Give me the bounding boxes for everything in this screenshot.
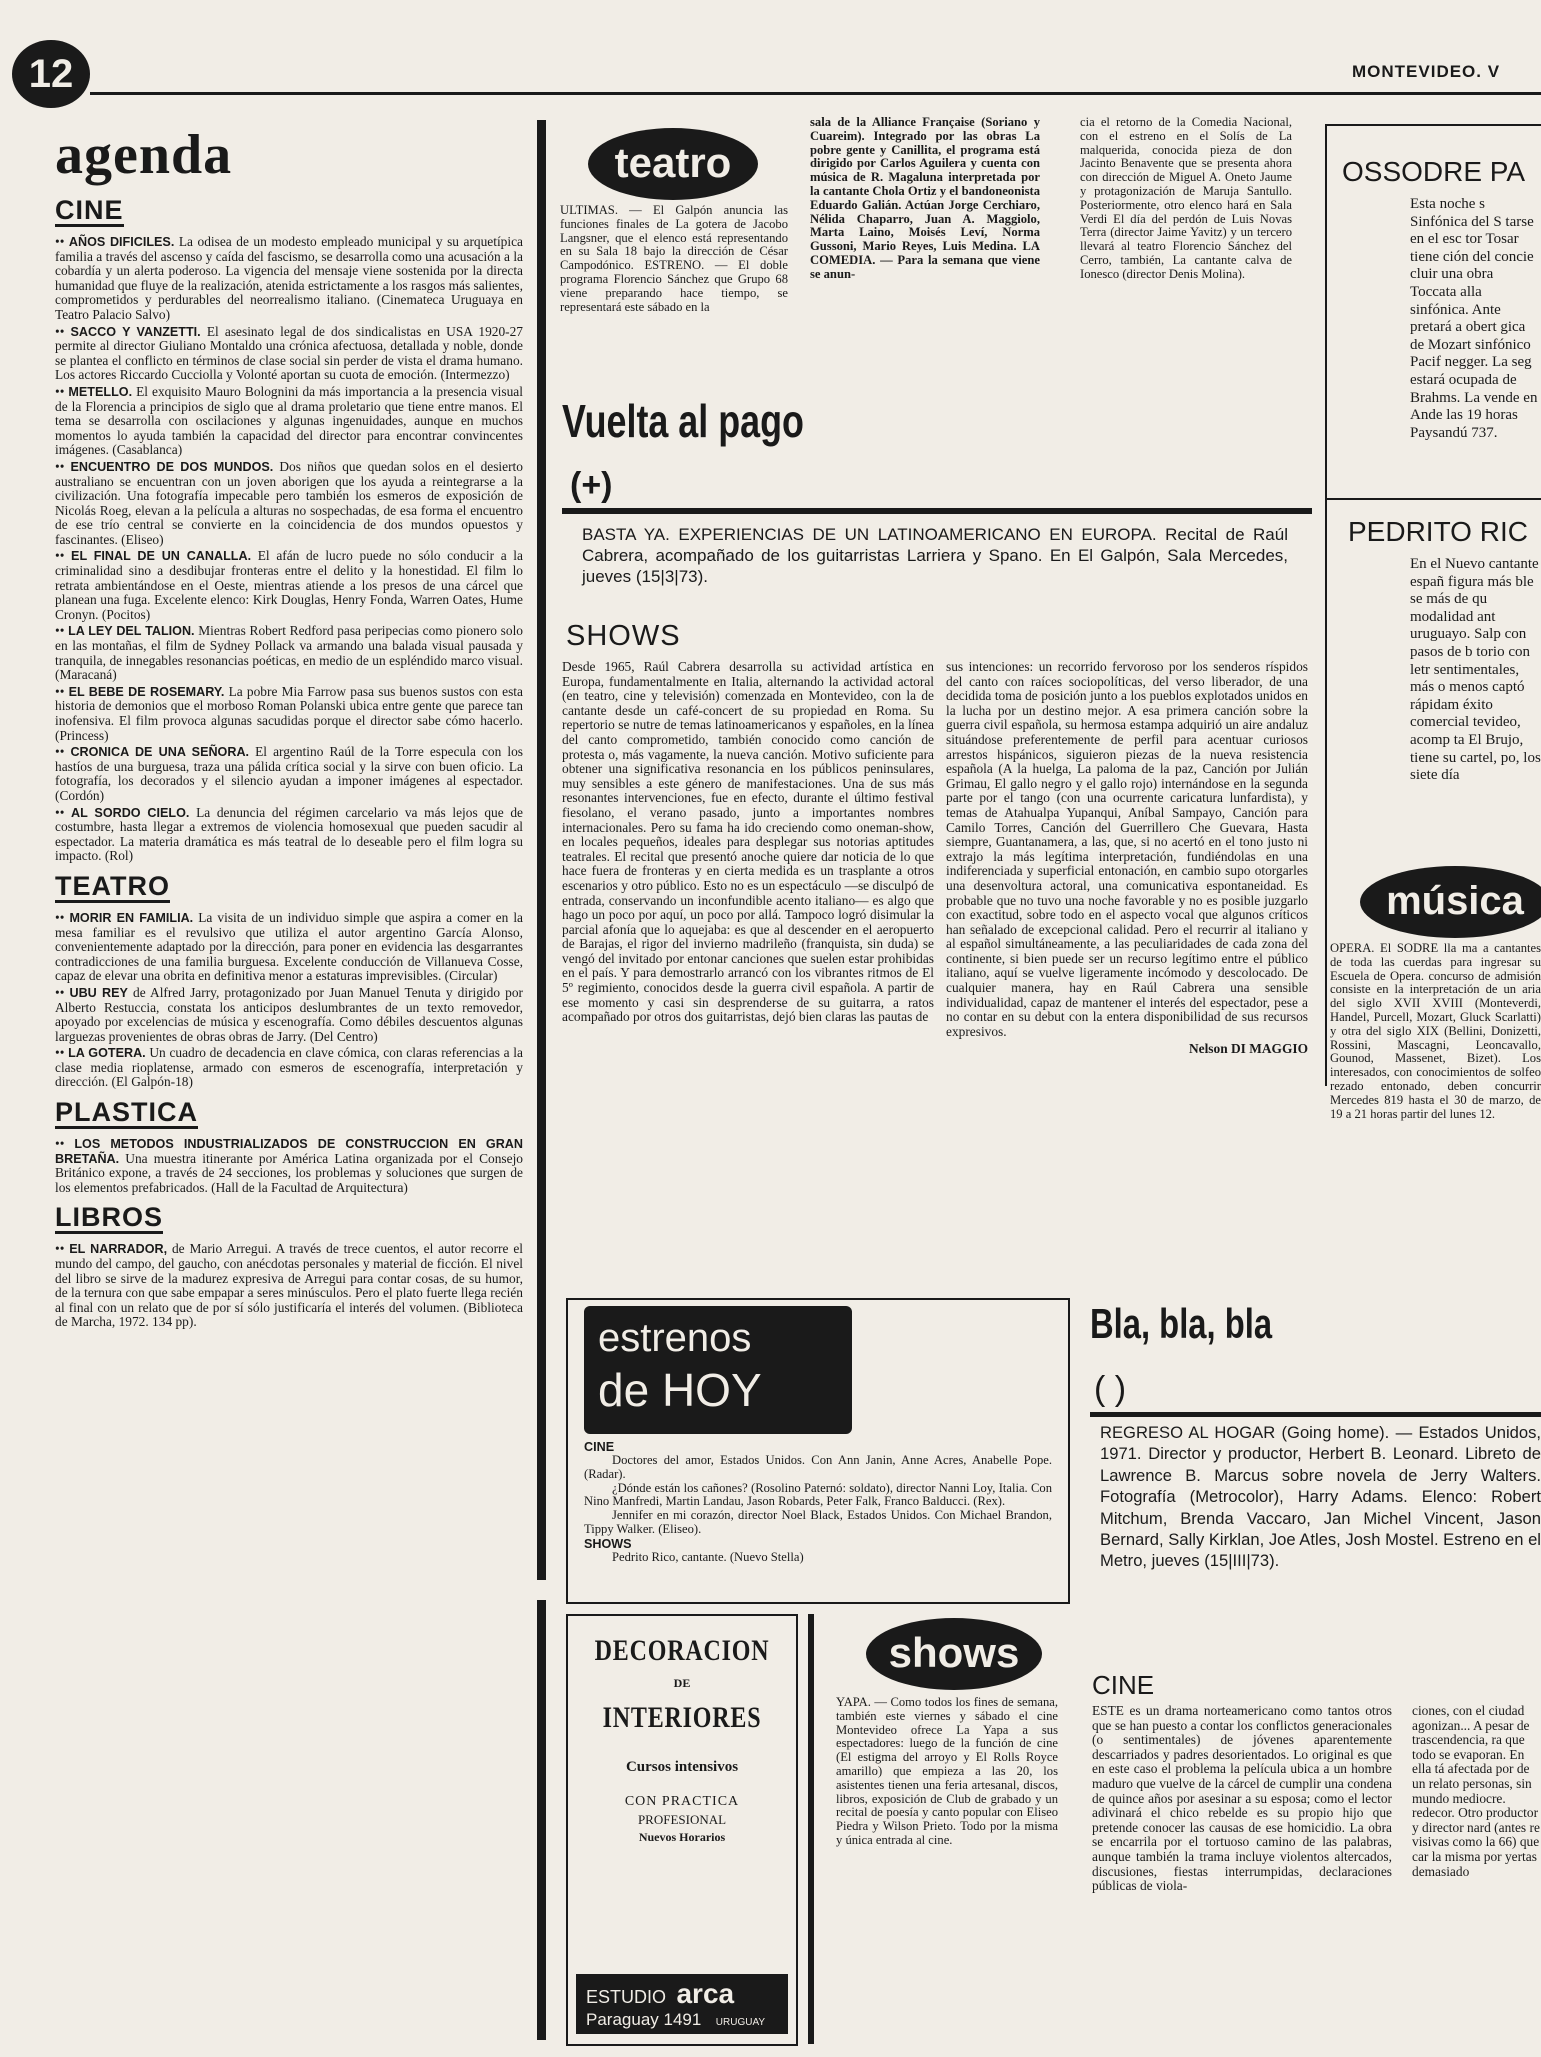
ossodre-text [1410, 196, 1541, 442]
teatro-logo-text: teatro [614, 139, 732, 186]
plastica-section [55, 1098, 523, 1195]
teatro-news-text-2: sala de la Alliance Française (Soriano y Cuareim). Integrado por las obras La pobre gente y Canillita, el programa está dirigido por Carlos Aguilera y cuenta con música de R. Magaluna interpretada por la cantante Chola Ortiz y el bandoneonista Eduardo Galián. Actúan Jorge Cerchiaro, Nélida Chaparro, Juan A. Maggiolo, Marta Laino, Moisés Leví, Norma Gussoni, Mario Reyes, Luis Medina. LA COMEDIA. — Para la semana que viene se anun- [810, 115, 1040, 281]
ossodre-title: OSSODRE PA [1342, 156, 1526, 187]
agenda-list-item [55, 986, 523, 1044]
vuelta-title [562, 396, 872, 447]
column-divider-bar-lower [537, 1600, 546, 2040]
teatro-section [55, 872, 523, 1090]
musica-logo [1360, 866, 1541, 938]
agenda-item-body: El exquisito Mauro Bolognini da más importancia a la presencia visual de la Florencia a principios de siglo que al drama proletario que tiene entre manos. El tema se desarrolla con oscilaciones y algunas ingenuidades, aunque en muchos momentos lo ayuda también la capacidad del director para encontrar convincentes imágenes. (Casablanca) [55, 383, 523, 458]
shows-logo [866, 1618, 1042, 1690]
bla-rule [1090, 1412, 1541, 1417]
agenda-list-item [55, 549, 523, 622]
agenda-list-item [55, 745, 523, 803]
plastica-section-label: PLASTICA [55, 1097, 198, 1128]
agenda-item-title: SACCO Y VANZETTI. [70, 324, 201, 339]
bla-title [1090, 1300, 1323, 1349]
ossodre-body: Esta noche s Sinfónica del S tarse en el esc tor Tosar tiene ción del concie cluir una obra Toccata alla sinfónica. Ante pretará a obert gica de Mozart sinfónico Pacif negger. La seg estará ocupada de Brahms. La vende en Ande las 19 horas Paysandú 737. [1410, 196, 1538, 441]
agenda-item-title: LA GOTERA. [68, 1046, 146, 1061]
ad-brand-block [576, 1974, 788, 2034]
ad-line-4: Cursos intensivos [625, 1759, 739, 1775]
agenda-list-item [55, 325, 523, 383]
agenda-column [55, 124, 523, 1332]
estrenos-item-1: Doctores del amor, Estados Unidos. Con Ann Janin, Anne Acres, Anabelle Pope. (Radar). [584, 1453, 1052, 1481]
ad-line-5: CON PRACTICA [624, 1794, 740, 1809]
bullet-icon: •• [55, 323, 71, 339]
ad-studio: ESTUDIO [586, 1987, 667, 2007]
agenda-item-title: EL BEBE DE ROSEMARY. [68, 684, 225, 699]
estrenos-item-3: Jennifer en mi corazón, director Noel Black, Estados Unidos. Con Michael Brandon, Tippy Walker. (Eliseo). [584, 1508, 1052, 1536]
teatro-section-label: TEATRO [55, 870, 170, 901]
bullet-icon: •• [55, 1136, 75, 1152]
bullet-icon: •• [55, 984, 70, 1000]
agenda-item-title: AÑOS DIFICILES. [68, 235, 175, 249]
ad-address: Paraguay 1491 [586, 2010, 702, 2029]
vuelta-article-text-1: Desde 1965, Raúl Cabrera desarrolla su actividad artística en Europa, fundamentalmente en Italia, alternando la actividad actoral (en teatro, cine y televisión) comenzada en Montevideo, con la de cantante desde un café-concert de su propiedad en Roma. Su repertorio se nutre de temas latinoamericanos y españoles, en la línea del canto comprometido, también conocido como canción de protesta o, más vagamente, la nueva canción. Motivo suficiente para obtener una significativa resonancia en los públicos peninsulares, muy sensibles a este género de manifestaciones. Una de sus más resonantes intervenciones, fue en efecto, durante el último festival fiesolano, el verano pasado, junto a importantes nombres internacionales. Pero su fama ha ido creciendo como oneman-show, en locales pequeños, ideales para desplegar sus notorias aptitudes teatrales. El recital que presentó anoche quiere dar noticia de lo que hace fuera de fronteras y en cierta medida es un trasplante a otros escenarios y otro público. Esto no es un espectáculo —se disculpó de entrada, conservando un inconfundible acento italiano— es algo que hago un poco por aquí, un poco por allá. Tampoco logró disimular la parcial afonía que lo aquejaba: es que al descender en el aeropuerto de Barajas, el rigor del invierno madrileño (franquista, sin duda) se vengó del invitado por entonar canciones que suelen estar prohibidas en el país. Y para demostrarlo arrancó con los vibrantes ritmos de El 5º regimiento, conocidos desde la guerra civil española. A partir de ese momento y casi sin desprenderse de su guitarra, a ratos acompañado por otros dos guitarristas, dejó bien claras las pautas de [562, 659, 934, 1025]
agenda-item-body: de Mario Arregui. A través de trece cuentos, el autor recorre el mundo del campo, del gaucho, con anécdotas personales y material de ficción. El nivel del libro se sirve de la madurez expresiva de Arregui para contar cosas, de su humor, de la ternura con que sabe empapar a seres minúsculos. Pero el plato fuerte llega recién al final con un relato que de por sí sólo justificaría el interés del volumen. (Biblioteca de Marcha, 1972. 134 pp). [55, 1241, 523, 1330]
page-number: 12 [28, 52, 74, 96]
musica-text [1330, 942, 1541, 1121]
cine-list [55, 235, 523, 864]
ad-line-3: INTERIORES [602, 1701, 762, 1734]
agenda-item-title: UBU REY [69, 985, 128, 1000]
pedrito-text [1410, 556, 1541, 785]
bla-title-text: Bla, bla, bla [1090, 1300, 1273, 1347]
agenda-item-title: EL NARRADOR, [69, 1242, 168, 1257]
bla-headline [1100, 1422, 1541, 1572]
agenda-list-item [55, 806, 523, 864]
ad-brand: arca [676, 1978, 735, 2009]
bullet-icon: •• [55, 909, 70, 925]
bullet-icon: •• [55, 744, 71, 760]
vuelta-headline [582, 524, 1288, 587]
agenda-item-body: Mientras Robert Redford pasa peripecias como pionero solo en las montañas, el film de Sydney Pollack va armando una balada visual pausada y tranquila, de innegables resonancias poéticas, en medio de un espléndido marco visual. (Maracaná) [55, 623, 523, 683]
bullet-icon: •• [55, 1241, 70, 1257]
agenda-item-body: El afán de lucro puede no sólo conducir a la criminalidad sino a desdibujar fronteras entre el delito y la honestidad. El film lo retrata ambientándose en el Oeste, mientras atiende a los presos de una cárcel que planean una fuga. Excelente elenco: Kirk Douglas, Henry Fonda, Warren Oates, Hume Cronyn. (Pocitos) [55, 548, 523, 622]
bullet-icon: •• [55, 383, 69, 399]
agenda-item-body: Dos niños que quedan solos en el desierto australiano se encuentran con un joven aborigen que los ayuda a reintegrarse a la civilización. Una fotografía impecable pero también los esmeros de exposición de Nicolás Roeg, elevan a la película a alturas no sospechadas, de esa forma el encuentro de ese trío central se convierte en la coincidencia de dos mundos opuestos y fascinantes. (Eliseo) [55, 458, 523, 547]
shows-box-text [836, 1696, 1058, 1848]
bullet-icon: •• [55, 623, 69, 639]
agenda-item-title: AL SORDO CIELO. [71, 805, 190, 820]
teatro-news-text-1: ULTIMAS. — El Galpón anuncia las funciones finales de La gotera de Jacobo Langsner, que el elenco está representando en su Sala 18 bajo la dirección de César Campodónico. ESTRENO. — El doble programa Florencio Sánchez que Grupo 68 viene preparando hace tiempo, se representará este sábado en la [560, 203, 788, 314]
cine-section-label: CINE [55, 195, 124, 225]
bla-headline-text: REGRESO AL HOGAR (Going home). — Estados Unidos, 1971. Director y productor, Herbert B. Leonard. Libreto de Lawrence B. Marcus sobre novela de Jerry Walters. Fotografía (Metrocolor), Harry Adams. Elenco: Robert Mitchum, Brenda Vaccaro, Jan Michel Vincent, Jason Bernard, Sally Kirklan, Joe Atles, Josh Mostel. Estreno en el Metro, jueves (15|III|73). [1100, 1423, 1541, 1571]
agenda-list-item [55, 624, 523, 682]
teatro-list [55, 911, 523, 1090]
libros-section-label: LIBROS [55, 1202, 164, 1233]
agenda-item-body: Una muestra itinerante por América Latina organizada por el Consejo Británico expone, a través de 24 secciones, los problemas y soluciones que surgen de los elementos prefabricados. (Hall de la Facultad de Arquitectura) [55, 1150, 523, 1195]
right-rule [1327, 498, 1541, 500]
agenda-list-item [55, 1046, 523, 1090]
pedrito-body: En el Nuevo cantante españ figura más ble se más de qu modalidad ant uruguayo. Salp con pasos de b torio con letr sentimentales, más o menos captó rápidam éxito comercial tevideo, acomp ta El Brujo, tiene su cartel, po, los siete día [1410, 556, 1541, 784]
agenda-list-item [55, 911, 523, 984]
header-rule [90, 92, 1541, 95]
agenda-item-title: CRONICA DE UNA SEÑORA. [70, 745, 250, 760]
estrenos-title-2: de HOY [598, 1364, 762, 1416]
libros-list [55, 1242, 523, 1330]
vuelta-rule [562, 508, 1312, 514]
agenda-list-item [55, 685, 523, 743]
page-number-badge [12, 40, 90, 108]
shows-divider-bar [808, 1614, 814, 2044]
bullet-icon: •• [55, 683, 69, 699]
bla-article-text-1: ESTE es un drama norteamericano como tantos otros que se han puesto a contar los conflictos generacionales (o sentimentales) de jóvenes aparentemente descarriados y padres desorientados. Lo original es que en este caso el problema la película ubica a un hombre maduro que vuelve de la cárcel de cumplir una condena de quince años por asesinar a su esposa; como el lector adivinará el chico rebelde es su propio hijo que pretende conocer las causas de ese homicidio. La obra se encarrila por el tortuoso camino de las palabras, aunque también la trama incluye violentos altercados, discusiones, fiestas interrumpidas, declaraciones públicas de viola- [1092, 1703, 1392, 1894]
vuelta-article-col2 [946, 660, 1308, 1057]
bla-article-col2 [1412, 1704, 1541, 1879]
estrenos-shows-label: SHOWS [584, 1536, 632, 1551]
ad-country: URUGUAY [715, 2017, 766, 2028]
bla-article-col1 [1092, 1704, 1392, 1894]
agenda-list-item [55, 1137, 523, 1195]
estrenos-shows-item: Pedrito Rico, cantante. (Nuevo Stella) [612, 1549, 804, 1564]
masthead: MONTEVIDEO. V [1352, 62, 1501, 81]
shows-logo-text: shows [888, 1629, 1020, 1676]
vuelta-article-col1 [562, 660, 934, 1025]
estrenos-logo [584, 1306, 852, 1434]
column-divider-bar [537, 120, 546, 1580]
vuelta-headline-text: BASTA YA. EXPERIENCIAS DE UN LATINOAMERICANO EN EUROPA. Recital de Raúl Cabrera, acompañado de los guitarristas Larriera y Spano. En El Galpón, Sala Mercedes, jueves (15|3|73). [582, 525, 1288, 586]
ad-line-1: DECORACION [594, 1634, 770, 1667]
estrenos-cine-label: CINE [584, 1440, 615, 1454]
plastica-list [55, 1137, 523, 1195]
teatro-news-text-3: cia el retorno de la Comedia Nacional, con el estreno en el Solís de La malquerida, conocida pieza de don Jacinto Benavente que se presenta ahora con dirección de Miguel A. Oneto Jaume y protagonización de Maruja Santullo. Posteriormente, otro elenco hará en Sala Verdi El día del perdón de Luis Novas Terra (director Jaime Yavitz) y un tercero llevará al teatro Florencio Sánchez del Cerro, también, La cantante calva de Ionesco (director Denis Molina). [1080, 115, 1292, 281]
shows-box-body: YAPA. — Como todos los fines de semana, también este viernes y sábado el cine Montevideo ofrece La Yapa a sus espectadores: luego de la función de cine (El estigma del arroyo y El Rolls Royce amarillo) que empieza a las 20, los asistentes tienen una feria artesanal, discos, libros, exposición de Club de grabado y un recital de poesía y canto popular con Eliseo Piedra y Wilson Prieto. Todo por la misma y única entrada al cine. [836, 1695, 1058, 1847]
agenda-item-body: La denuncia del régimen carcelario va más lejos que de costumbre, hasta llegar a extremos de violencia homosexual que pueden sacudir al espectador. La materia dramática es más teatral de lo deseable pero el film logra su impacto. (Rol) [55, 804, 523, 864]
agenda-item-title: MORIR EN FAMILIA. [69, 910, 194, 925]
agenda-item-title: LA LEY DEL TALION. [68, 624, 195, 639]
bla-symbol: ( ) [1094, 1370, 1127, 1408]
agenda-item-title: ENCUENTRO DE DOS MUNDOS. [70, 459, 274, 474]
bullet-icon: •• [55, 458, 71, 474]
libros-section [55, 1203, 523, 1330]
agenda-title: agenda [55, 124, 233, 186]
vuelta-symbol: (+) [570, 466, 613, 504]
agenda-item-title: EL FINAL DE UN CANALLA. [71, 549, 252, 564]
agenda-list-item [55, 235, 523, 323]
vuelta-title-text: Vuelta al pago [562, 395, 804, 447]
musica-body: OPERA. El SODRE lla ma a cantantes de toda las cuerdas para ingresar su Escuela de Opera. concurso de admisión consiste en la interpretación de un aria del siglo XVII XVIII (Monteverdi, Handel, Purcell, Mozart, Gluck Scarlatti) y otra del siglo XIX (Bellini, Donizetti, Rossini, Mascagni, Leoncavallo, Gounod, Massenet, Bizet). Los interesados, con conocimientos de solfeo rezado entonado, deben concurrir Mercedes 819 hasta el 30 de marzo, de 19 a 21 horas partir del lunes 12. [1330, 941, 1541, 1121]
bla-cine-label: CINE [1092, 1670, 1155, 1700]
agenda-item-body: Un cuadro de decadencia en clave cómica, con claras referencias a la clase media rioplatense, armado con esmeros de escenografía, interpretación y dirección. (El Galpón-18) [55, 1045, 523, 1090]
agenda-item-body: El asesinato legal de dos sindicalistas en USA 1920-27 permite al director Giuliano Montaldo una crónica afectuosa, detallada y noble, donde se plantea el conflicto en términos de clase social sin perder de vista el drama humano. Los actores Riccardo Cucciolla y Volonté aportan su cuota de emoción. (Intermezzo) [55, 323, 524, 383]
agenda-item-body: El argentino Raúl de la Torre especula con los hastíos de una burguesa, traza una pálida crítica social y la sirve con buen oficio. La fotografía, los decorados y el silencio ayudan a imponer imágenes al espectador. (Cordón) [55, 744, 523, 803]
teatro-news-col2 [810, 116, 1040, 282]
musica-logo-text: música [1386, 879, 1524, 923]
agenda-item-title: LOS METODOS INDUSTRIALIZADOS DE CONSTRUCCION EN GRAN BRETAÑA. [55, 1137, 523, 1166]
vuelta-article-text-2: sus intenciones: un recorrido fervoroso por los senderos ríspidos del canto con raíces sociopolíticas, del verso liberador, de una decidida toma de posición junto a los pueblos explotados unidos en la lucha por un destino mejor. A esa primera canción sobre la guerra civil española, su hermosa estampa adquirió un aire andaluz situándose preferentemente de perfil para acentuar curiosos arrestos hispánicos, siguieron piezas de la nueva resistencia española (A la huelga, La paloma de la paz, Canción por Julián Grimau, El gallo negro y el gallo rojo) internándose en la segunda parte por el tango (con una ocurrente caricatura lunfardista), y temas de Atahualpa Yupanqui, Aníbal Sampayo, Canción para Camilo Torres, Canción del Guerrillero Che Guevara, Hasta siempre, Guantanamera, a las, que, si no acertó en el tono justo ni extrajo la más legítima interpretación, fundiéndolas en una indiferenciada y superficial entonación, en cambio supo otorgarles una desenvoltura actoral, una comunicativa espontaneidad. Es probable que no tuvo una noche favorable y no es posible juzgarlo con exactitud, sobre todo en el aspecto vocal que algunos críticos han señalado de excepcional calidad. Pero el recurrir al italiano y al español simultáneamente, a las peculiaridades de cada zona del continente, si bien puede ser un recurso legítimo entre el público italiano, aquí se vuelve ligeramente incómodo y descolocado. De cualquier manera, hay en Raúl Cabrera una sensible individualidad, capaz de mantener el interés del espectador, pese a no contar en su debut con la entera disponibilidad de sus recursos expresivos. [946, 659, 1308, 1039]
bullet-icon: •• [55, 1045, 69, 1061]
shows-label: SHOWS [566, 620, 681, 652]
bullet-icon: •• [55, 804, 72, 820]
agenda-item-body: La odisea de un modesto empleado municipal y su arquetípica familia a través del ascenso y caída del fascismo, se desarrolla como una acusación a la cobardía y un alerta poderoso. La vigencia del mensaje viene sostenida por la directa humanidad que fluye de la realización, atenida estrictamente a los rasgos más salientes, comprometidos y perdurables del neorrealismo italiano. (Cinemateca Uruguaya en Teatro Palacio Salvo) [55, 234, 523, 322]
bullet-icon: •• [55, 548, 72, 564]
ad-line-2: DE [673, 1676, 691, 1690]
bullet-icon: •• [55, 234, 69, 249]
estrenos-list [584, 1440, 1052, 1565]
estrenos-title-1: estrenos [598, 1316, 752, 1360]
ad-line-7: Nuevos Horarios [638, 1830, 726, 1844]
agenda-list-item [55, 385, 523, 458]
agenda-item-body: La pobre Mia Farrow pasa sus buenos sustos con esta historia de demonios que el morboso Roman Polanski ubica entre gente que parece tan inofensiva. El film provoca algunas sacudidas porque el director sabe cómo hacerlo. (Princess) [55, 683, 523, 743]
pedrito-title: PEDRITO RIC [1348, 516, 1528, 547]
bla-article-text-2: ciones, con el ciudad agonizan... A pesar de trascendencia, ra que todo se evaporan. En ella tá afectada por de un relato personas, sin mundo mediocre. redecor. Otro productor y director nard (antes re visivas como la 66) que car la misma por yertas demasiado [1412, 1703, 1540, 1879]
decoracion-ad [566, 1614, 798, 2046]
teatro-news-col3 [1080, 116, 1292, 282]
teatro-logo [588, 128, 758, 200]
agenda-item-body: La visita de un individuo simple que aspira a comer en la mesa familiar es el revulsivo que utiliza el autor argentino García Alonso, convenientemente adaptado por la dirección, para poner en evidencia las desgarrantes contradicciones de una familia burguesa. Excelente conducción de Villanueva Cosse, capaz de elevar una obrita en definitiva menor a estaturas imprevisibles. (Circular) [55, 909, 523, 984]
cine-section [55, 196, 523, 864]
agenda-item-title: METELLO. [68, 384, 133, 399]
agenda-item-body: de Alfred Jarry, protagonizado por Juan Manuel Tenuta y dirigido por Alberto Restuccia, constata los anticipos deslumbrantes de un texto removedor, apoyado por excelencias de música y escenografía. Como débiles descuentos algunas larguezas provenientes de obras obras de Jarry. (Del Centro) [55, 984, 523, 1044]
vuelta-author: Nelson DI MAGGIO [1188, 1041, 1308, 1057]
teatro-news-col1 [560, 204, 788, 314]
agenda-list-item [55, 460, 523, 548]
estrenos-item-2: ¿Dónde están los cañones? (Rosolino Paternó: soldato), director Nanni Loy, Italia. Con Nino Manfredi, Martin Landau, Jason Robards, Peter Falk, Franco Balducci. (Rex). [584, 1480, 1052, 1509]
ad-line-6: PROFESIONAL [637, 1812, 727, 1827]
agenda-list-item [55, 1242, 523, 1330]
